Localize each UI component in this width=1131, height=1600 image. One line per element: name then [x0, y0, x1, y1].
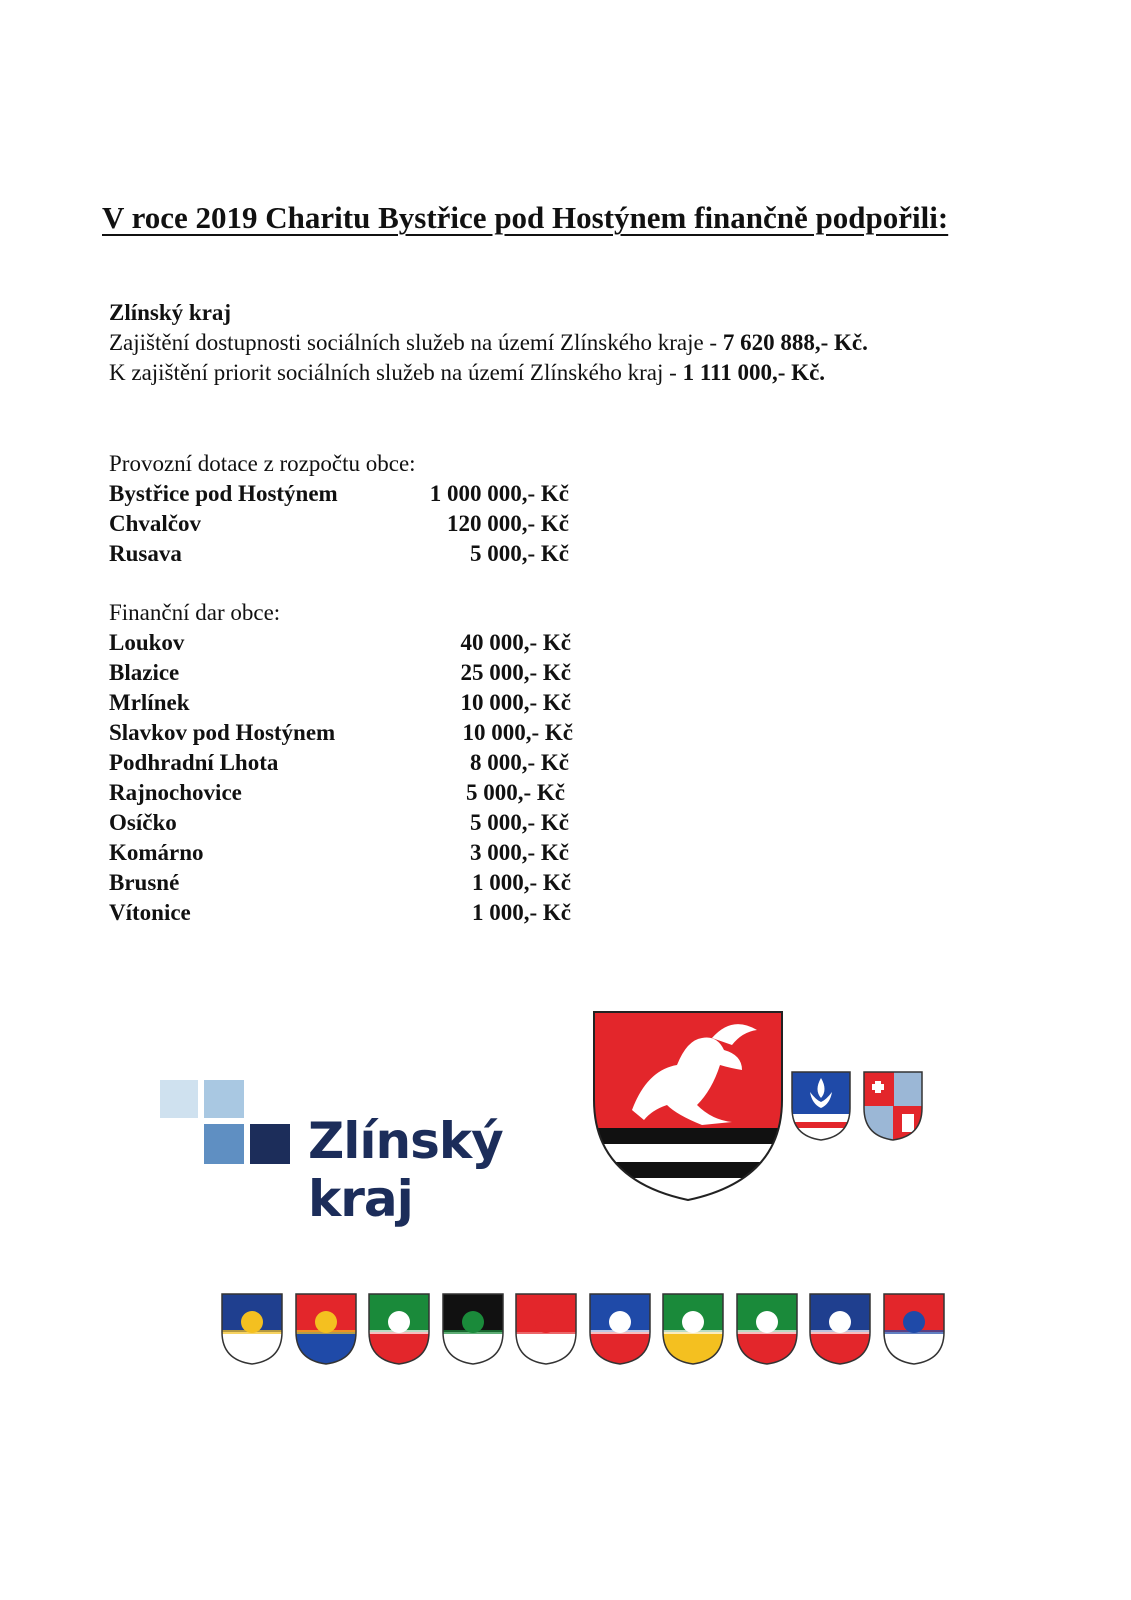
municipality-name: Rusava: [109, 541, 182, 566]
municipal-coat-of-arms-icon: [735, 1292, 799, 1366]
municipal-coat-of-arms-icon: [514, 1292, 578, 1366]
municipality-name: Chvalčov: [109, 511, 201, 536]
amount-value: 8 000,- Kč: [469, 750, 569, 775]
municipal-coat-of-arms-icon: [882, 1292, 946, 1366]
municipal-coat-of-arms-icon: [661, 1292, 725, 1366]
municipal-coat-of-arms-icon: [367, 1292, 431, 1366]
region-heading: Zlínský kraj: [109, 300, 232, 325]
municipal-coat-of-arms-icon: [294, 1292, 358, 1366]
municipality-name: Bystřice pod Hostýnem: [109, 481, 338, 506]
municipality-name: Rajnochovice: [109, 780, 242, 805]
amount-value: 25 000,- Kč: [460, 660, 571, 685]
amount-value: 1 000 000,- Kč: [429, 481, 569, 506]
municipal-coat-of-arms-icon: [808, 1292, 872, 1366]
municipality-name: Blazice: [109, 660, 180, 685]
amount-value: 1 000,- Kč: [471, 870, 571, 895]
municipality-name: Loukov: [109, 630, 185, 655]
amount-value: 1 000,- Kč: [471, 900, 571, 925]
municipality-name: Brusné: [109, 870, 180, 895]
amount-value: 3 000,- Kč: [469, 840, 569, 865]
donations-heading: Finanční dar obce:: [109, 600, 281, 625]
municipality-name: Slavkov pod Hostýnem: [109, 720, 336, 745]
municipality-name: Vítonice: [109, 900, 191, 925]
amount-value: 5 000,- Kč: [465, 780, 565, 805]
amount-value: 5 000,- Kč: [469, 541, 569, 566]
municipal-coat-of-arms-icon: [220, 1292, 284, 1366]
amount-value: 40 000,- Kč: [460, 630, 571, 655]
page-title: V roce 2019 Charitu Bystřice pod Hostýnem finančně podpořili:: [102, 200, 949, 235]
municipality-name: Komárno: [109, 840, 204, 865]
region-line-1-amount: 7 620 888,- Kč.: [722, 330, 868, 355]
region-line-2-amount: 1 111 000,- Kč.: [682, 360, 826, 385]
municipal-coat-of-arms-icon: [441, 1292, 505, 1366]
municipality-name: Osíčko: [109, 810, 177, 835]
zlin-logo-text: Zlínský kraj: [308, 1112, 503, 1228]
municipality-name: Mrlínek: [109, 690, 190, 715]
amount-value: 10 000,- Kč: [460, 690, 571, 715]
municipal-coat-of-arms-icon: [588, 1292, 652, 1366]
municipality-name: Podhradní Lhota: [109, 750, 279, 775]
amount-value: 120 000,- Kč: [446, 511, 569, 536]
region-line-2-text: K zajištění priorit sociálních služeb na území Zlínského kraj -: [109, 360, 683, 385]
operating-heading: Provozní dotace z rozpočtu obce:: [109, 451, 416, 476]
amount-value: 10 000,- Kč: [462, 720, 573, 745]
region-line-1-text: Zajištění dostupnosti sociálních služeb na území Zlínského kraje -: [109, 330, 723, 355]
amount-value: 5 000,- Kč: [469, 810, 569, 835]
